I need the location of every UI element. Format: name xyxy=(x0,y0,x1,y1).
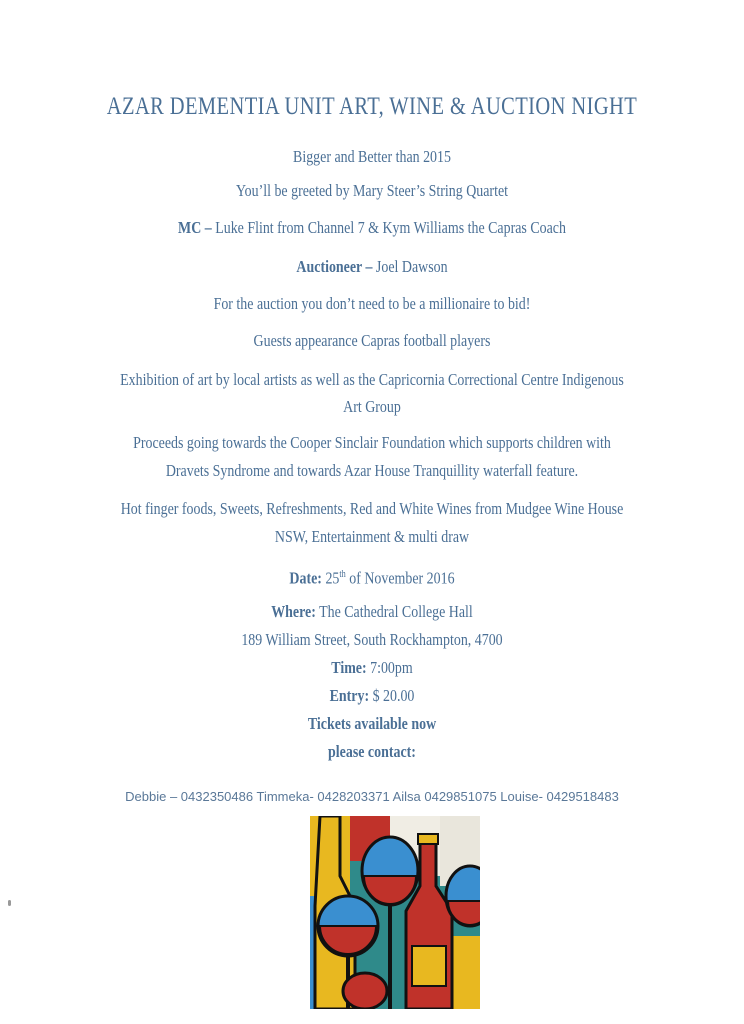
auctioneer-text: Joel Dawson xyxy=(372,257,448,276)
time-value: 7:00pm xyxy=(366,658,413,677)
where-line xyxy=(83,598,660,626)
mc-line xyxy=(83,214,660,242)
exhibition-line-2: Art Group xyxy=(343,397,401,416)
guests-line: Guests appearance Capras football players xyxy=(253,331,491,350)
wine-art-illustration xyxy=(310,816,480,1009)
exhibition-line-1: Exhibition of art by local artists as well as the Capricornia Correctional Centre Indigenous xyxy=(120,370,624,389)
string-quartet-line: You’ll be greeted by Mary Steer’s String Quartet xyxy=(235,181,509,200)
proceeds-line-2: Dravets Syndrome and towards Azar House Tranquillity waterfall feature. xyxy=(165,461,579,480)
date-line xyxy=(83,561,660,593)
event-title: AZAR DEMENTIA UNIT ART, WINE & AUCTION NIGHT xyxy=(106,93,638,120)
contact-numbers: Debbie – 0432350486 Timmeka- 0428203371 Ailsa 0429851075 Louise- 0429518483 xyxy=(125,789,619,804)
time-line xyxy=(83,654,660,682)
auctioneer-label: Auctioneer – xyxy=(296,257,373,276)
where-venue: The Cathedral College Hall xyxy=(315,602,473,621)
entry-line xyxy=(83,682,660,710)
proceeds-line-1: Proceeds going towards the Cooper Sinclair Foundation which supports children with xyxy=(133,433,611,452)
tagline-bigger: Bigger and Better than 2015 xyxy=(293,147,451,166)
tickets-line: Tickets available now xyxy=(307,714,437,733)
date-label: Date: xyxy=(289,568,322,588)
contact-line: please contact: xyxy=(328,742,416,761)
where-label: Where: xyxy=(271,602,316,621)
food-line-2: NSW, Entertainment & multi draw xyxy=(274,527,470,546)
millionaire-line: For the auction you don’t need to be a millionaire to bid! xyxy=(213,294,531,313)
date-suffix: th xyxy=(339,569,346,580)
entry-value: $ 20.00 xyxy=(369,686,415,705)
date-rest: of November 2016 xyxy=(345,568,455,588)
time-label: Time: xyxy=(331,658,367,677)
wine-art-image xyxy=(310,816,480,1009)
scan-speck xyxy=(8,900,11,906)
address-line: 189 William Street, South Rockhampton, 4700 xyxy=(241,630,503,649)
mc-label: MC – xyxy=(178,218,212,237)
food-line-1: Hot finger foods, Sweets, Refreshments, Red and White Wines from Mudgee Wine House xyxy=(120,499,624,518)
auctioneer-line xyxy=(83,253,660,281)
entry-label: Entry: xyxy=(329,686,370,705)
mc-text: Luke Flint from Channel 7 & Kym Williams the Capras Coach xyxy=(211,218,566,237)
date-day: 25 xyxy=(321,568,340,588)
